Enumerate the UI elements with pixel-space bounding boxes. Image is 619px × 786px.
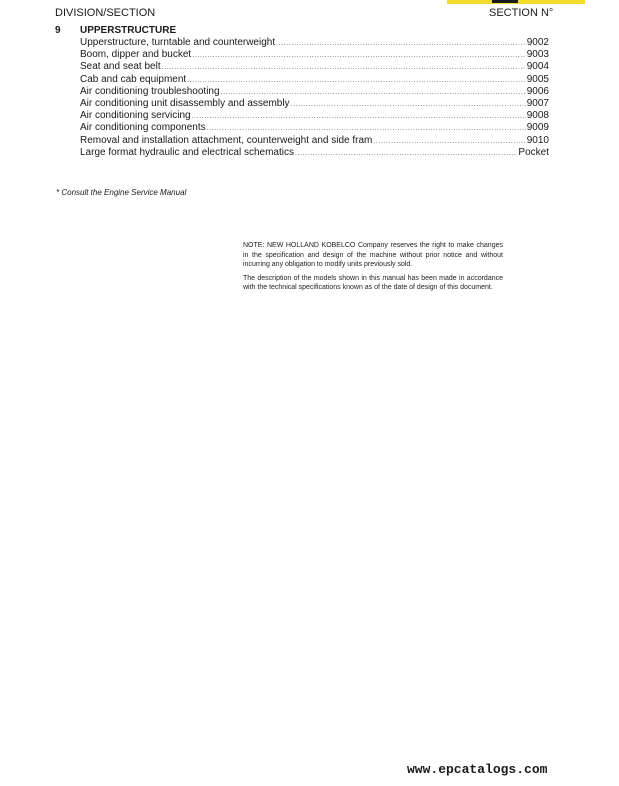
notice-paragraph: NOTE: NEW HOLLAND KOBELCO Company reserves the right to make changes in the specification and design of the machine without prior notice and without incurring any obligation to modify units previously sold. [243,242,503,269]
toc-entry-title: Seat and seat belt [80,61,161,73]
toc-entry-section: Pocket [518,146,549,158]
toc-entry[interactable] [80,61,549,73]
section-number-header: SECTION N° [489,7,554,19]
table-of-contents [80,37,549,159]
toc-entry[interactable] [80,49,549,61]
toc-entry-title: Boom, dipper and bucket [80,49,192,61]
toc-entry[interactable] [80,122,549,134]
toc-leader-dots [221,87,526,98]
toc-entry-section: 9002 [526,37,549,48]
toc-entry-section: 9008 [526,110,549,122]
toc-entry[interactable] [80,147,549,159]
toc-entry[interactable] [80,110,549,122]
toc-entry[interactable] [80,98,549,110]
toc-entry-title: Removal and installation attachment, counterweight and side fram [80,134,373,146]
toc-entry-section: 9004 [526,61,549,73]
division-section-header: DIVISION/SECTION [55,7,156,19]
header-tab-mark [492,0,518,3]
website-watermark: www.epcatalogs.com [407,762,548,777]
toc-entry-section: 9005 [526,73,549,85]
toc-leader-dots [187,75,526,86]
toc-leader-dots [162,62,526,73]
toc-entry-title: Cab and cab equipment [80,73,187,85]
toc-leader-dots [373,136,525,147]
toc-entry-title: Upperstructure, turntable and counterweight [80,37,276,48]
toc-entry-title: Air conditioning unit disassembly and assembly [80,97,290,109]
toc-entry[interactable] [80,135,549,147]
toc-leader-dots [207,123,526,134]
toc-leader-dots [192,50,526,61]
toc-entry-title: Air conditioning troubleshooting [80,85,220,97]
division-title: UPPERSTRUCTURE [80,25,177,36]
toc-entry[interactable] [80,86,549,98]
toc-entry-section: 9006 [526,85,549,97]
toc-entry-title: Air conditioning servicing [80,110,191,122]
toc-leader-dots [291,99,526,110]
toc-leader-dots [192,111,526,122]
toc-entry-title: Large format hydraulic and electrical schematics [80,146,294,158]
toc-entry-section: 9007 [526,97,549,109]
toc-entry[interactable] [80,74,549,86]
notice-paragraph: The description of the models shown in this manual has been made in accordance with the technical specifications known as of the date of design of this document. [243,274,503,292]
toc-entry-title: Air conditioning components [80,122,206,134]
toc-entry-section: 9003 [526,49,549,61]
engine-manual-footnote: * Consult the Engine Service Manual [56,188,187,197]
division-number: 9 [55,25,61,36]
toc-leader-dots [276,38,526,49]
toc-entry-section: 9009 [526,122,549,134]
legal-notice [243,241,503,297]
toc-entry[interactable] [80,37,549,49]
toc-entry-section: 9010 [526,134,549,146]
toc-leader-dots [295,148,517,159]
